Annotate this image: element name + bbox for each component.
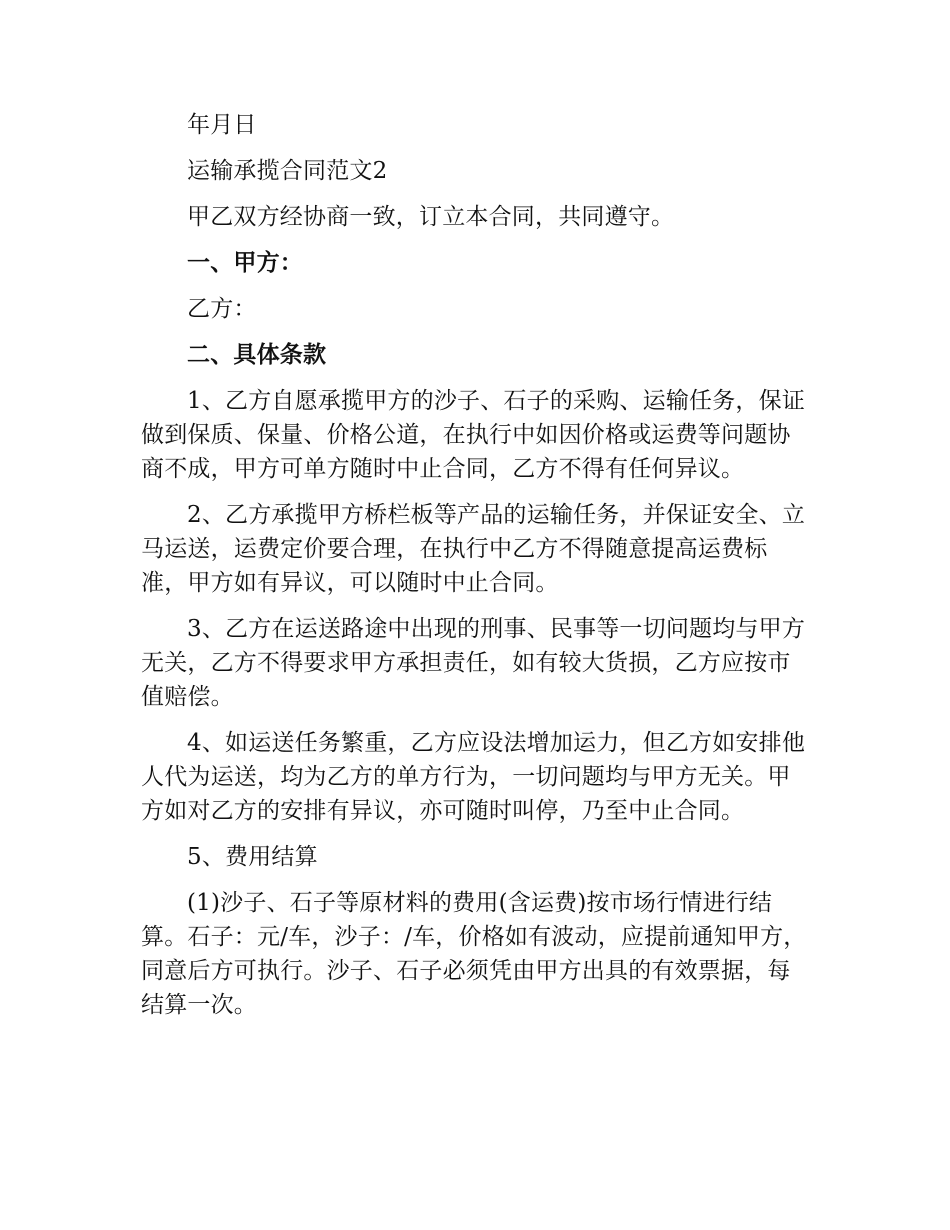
clause-3: 3、乙方在运送路途中出现的刑事、民事等一切问题均与甲方无关，乙方不得要求甲方承担责任，如有较大货损，乙方应按市值赔偿。 (141, 616, 806, 710)
clause-2: 2、乙方承揽甲方桥栏板等产品的运输任务，并保证安全、立马运送，运费定价要合理，在执行中乙方不得随意提高运费标准，甲方如有异议，可以随时中止合同。 (141, 502, 806, 596)
clause-5-heading: 5、费用结算 (187, 844, 318, 870)
date-line: 年月日 (187, 112, 257, 138)
clause-1: 1、乙方自愿承揽甲方的沙子、石子的采购、运输任务，保证做到保质、保量、价格公道，在执行中如因价格或运费等问题协商不成，甲方可单方随时中止合同，乙方不得有任何异议。 (141, 388, 806, 482)
party-a-heading: 一、甲方： (187, 250, 303, 276)
clause-4: 4、如运送任务繁重，乙方应设法增加运力，但乙方如安排他人代为运送，均为乙方的单方行为，一切问题均与甲方无关。甲方如对乙方的安排有异议，亦可随时叫停，乃至中止合同。 (141, 730, 806, 824)
agreement-intro: 甲乙双方经协商一致，订立本合同，共同遵守。 (187, 204, 675, 230)
party-b-line: 乙方： (187, 296, 257, 322)
contract-title: 运输承揽合同范文2 (187, 158, 388, 184)
clause-5-1: (1)沙子、石子等原材料的费用(含运费)按市场行情进行结算。石子：元/车，沙子：/车，价格如有波动，应提前通知甲方，同意后方可执行。沙子、石子必须凭由甲方出具的有效票据，每结算一次。 (141, 890, 807, 1018)
terms-heading: 二、具体条款 (187, 342, 327, 368)
document-body (141, 108, 813, 1034)
